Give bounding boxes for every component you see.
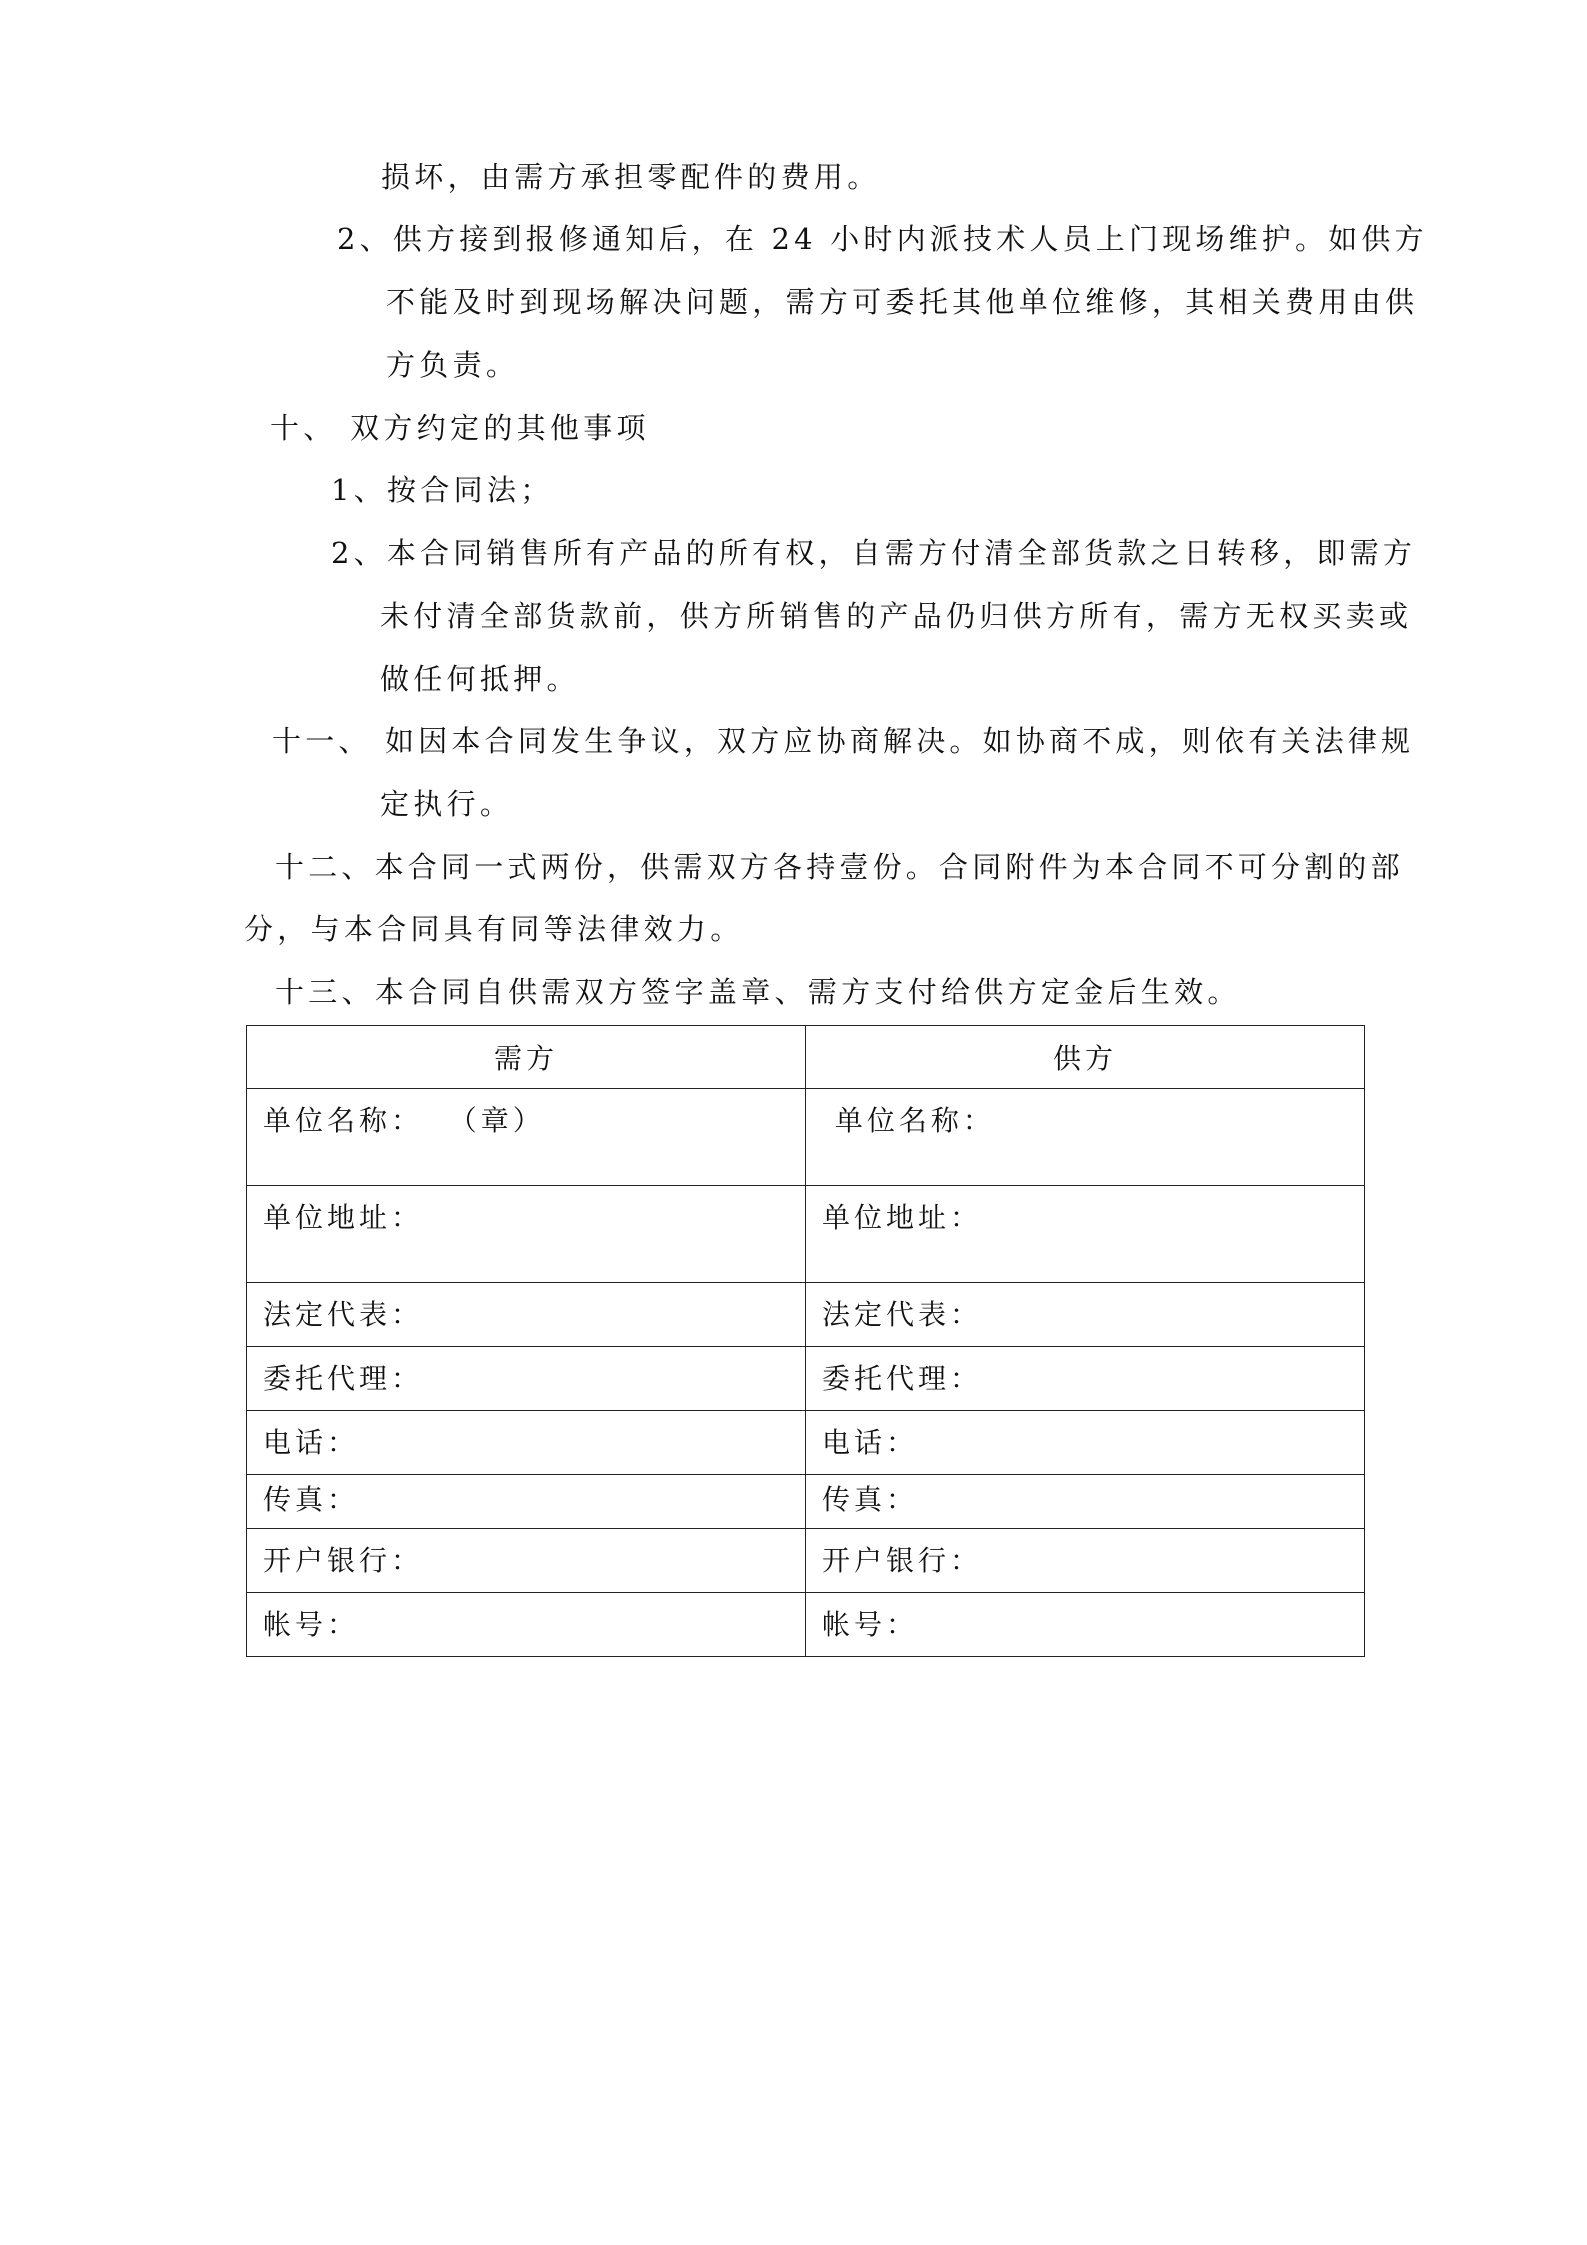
clause-9-item-2-line-3: 方负责。 bbox=[386, 348, 520, 382]
clause-10-item-1: 1、按合同法； bbox=[331, 473, 554, 507]
buyer-phone-cell: 电话： bbox=[247, 1411, 806, 1475]
seller-column-header: 供方 bbox=[806, 1026, 1365, 1089]
buyer-account-cell: 帐号： bbox=[247, 1593, 806, 1657]
signature-table bbox=[246, 1025, 1365, 1657]
table-row bbox=[247, 1475, 1365, 1529]
clause-10-item-2-line-3: 做任何抵押。 bbox=[380, 662, 580, 696]
seller-company-name-cell: 单位名称： bbox=[806, 1089, 1365, 1186]
clause-10-heading: 十、 双方约定的其他事项 bbox=[270, 411, 650, 445]
seller-bank-cell: 开户银行： bbox=[806, 1529, 1365, 1593]
seller-account-cell: 帐号： bbox=[806, 1593, 1365, 1657]
seller-fax-cell: 传真： bbox=[806, 1475, 1365, 1529]
buyer-fax-cell: 传真： bbox=[247, 1475, 806, 1529]
clause-12-line-1: 十二、本合同一式两份，供需双方各持壹份。合同附件为本合同不可分割的部 bbox=[275, 850, 1404, 884]
seller-legal-rep-cell: 法定代表： bbox=[806, 1283, 1365, 1347]
clause-12-line-2: 分，与本合同具有同等法律效力。 bbox=[244, 912, 744, 946]
seller-agent-cell: 委托代理： bbox=[806, 1347, 1365, 1411]
table-row bbox=[247, 1529, 1365, 1593]
clause-11-line-2: 定执行。 bbox=[380, 787, 514, 821]
buyer-bank-cell: 开户银行： bbox=[247, 1529, 806, 1593]
clause-11-line-1: 十一、 如因本合同发生争议，双方应协商解决。如协商不成，则依有关法律规 bbox=[272, 724, 1415, 758]
clause-9-item-2-line-1: 2、供方接到报修通知后，在 24 小时内派技术人员上门现场维护。如供方 bbox=[337, 222, 1428, 256]
buyer-column-header: 需方 bbox=[247, 1026, 806, 1089]
table-row bbox=[247, 1283, 1365, 1347]
table-row bbox=[247, 1347, 1365, 1411]
table-row bbox=[247, 1089, 1365, 1186]
table-row bbox=[247, 1186, 1365, 1283]
table-row bbox=[247, 1593, 1365, 1657]
table-row bbox=[247, 1411, 1365, 1475]
clause-13-line-1: 十三、本合同自供需双方签字盖章、需方支付给供方定金后生效。 bbox=[275, 975, 1241, 1009]
seller-address-cell: 单位地址： bbox=[806, 1186, 1365, 1283]
buyer-legal-rep-cell: 法定代表： bbox=[247, 1283, 806, 1347]
clause-10-item-2-line-1: 2、本合同销售所有产品的所有权，自需方付清全部货款之日转移，即需方 bbox=[331, 536, 1417, 570]
clause-10-item-2-line-2: 未付清全部货款前，供方所销售的产品仍归供方所有，需方无权买卖或 bbox=[380, 599, 1413, 633]
table-header-row bbox=[247, 1026, 1365, 1089]
buyer-agent-cell: 委托代理： bbox=[247, 1347, 806, 1411]
seller-phone-cell: 电话： bbox=[806, 1411, 1365, 1475]
buyer-company-name-cell: 单位名称： （章） bbox=[247, 1089, 806, 1186]
clause-9-item-1-continuation: 损坏，由需方承担零配件的费用。 bbox=[381, 160, 881, 194]
clause-9-item-2-line-2: 不能及时到现场解决问题，需方可委托其他单位维修，其相关费用由供 bbox=[386, 285, 1419, 319]
buyer-address-cell: 单位地址： bbox=[247, 1186, 806, 1283]
